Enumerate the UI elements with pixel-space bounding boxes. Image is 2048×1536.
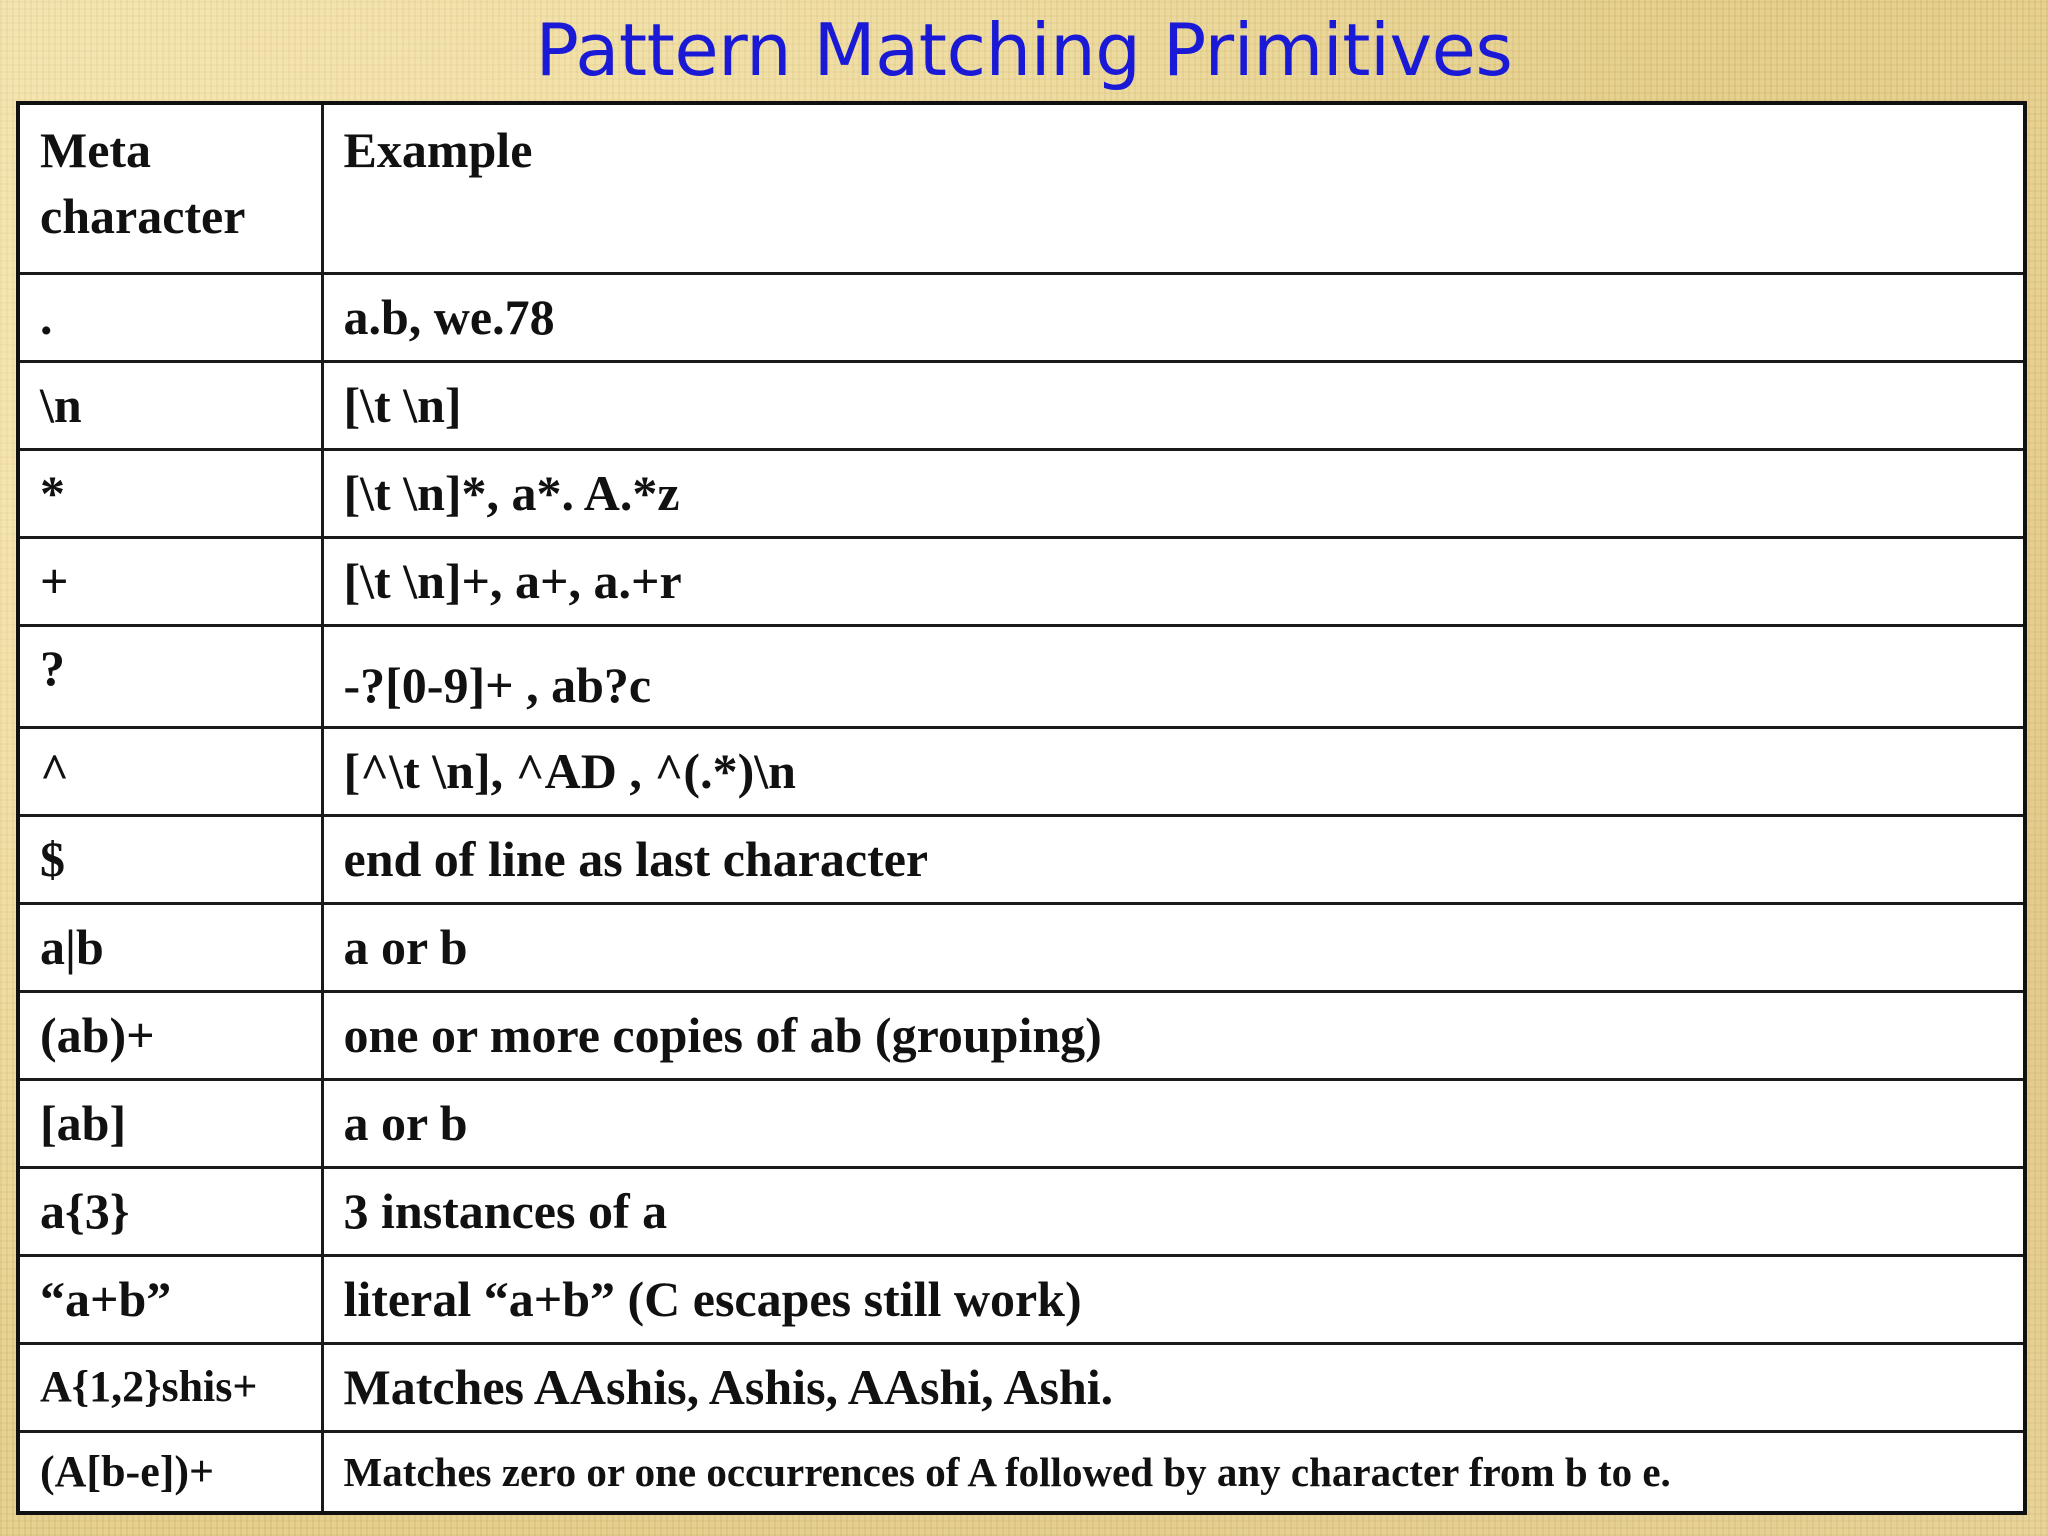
meta-cell: A{1,2}shis+ [20, 1343, 322, 1431]
meta-cell: (A[b-e])+ [20, 1431, 322, 1511]
example-cell: end of line as last character [322, 815, 2023, 903]
meta-cell: \n [20, 361, 322, 449]
primitives-table-grid [20, 105, 2023, 1511]
meta-cell: + [20, 537, 322, 625]
primitives-table [16, 101, 2027, 1515]
example-cell: -?[0-9]+ , ab?c [322, 625, 2023, 727]
meta-cell: (ab)+ [20, 991, 322, 1079]
example-cell: [\t \n]+, a+, a.+r [322, 537, 2023, 625]
table-row [20, 537, 2023, 625]
example-cell: a or b [322, 1079, 2023, 1167]
slide-title: Pattern Matching Primitives [535, 8, 1513, 92]
meta-cell: $ [20, 815, 322, 903]
meta-cell: a|b [20, 903, 322, 991]
table-row [20, 273, 2023, 361]
table-row [20, 903, 2023, 991]
header-meta-line1: Meta [40, 122, 152, 178]
header-meta-character [20, 105, 322, 273]
example-cell: literal “a+b” (C escapes still work) [322, 1255, 2023, 1343]
meta-cell: a{3} [20, 1167, 322, 1255]
meta-cell: ^ [20, 727, 322, 815]
example-cell: [\t \n] [322, 361, 2023, 449]
example-cell: 3 instances of a [322, 1167, 2023, 1255]
table-row [20, 991, 2023, 1079]
example-cell: a.b, we.78 [322, 273, 2023, 361]
table-row [20, 1167, 2023, 1255]
example-cell: [^\t \n], ^AD , ^(.*)\n [322, 727, 2023, 815]
table-row [20, 1255, 2023, 1343]
meta-cell: “a+b” [20, 1255, 322, 1343]
example-cell: Matches AAshis, Ashis, AAshi, Ashi. [322, 1343, 2023, 1431]
example-cell: Matches zero or one occurrences of A followed by any character from b to e. [322, 1431, 2023, 1511]
header-example: Example [322, 105, 2023, 273]
example-cell: one or more copies of ab (grouping) [322, 991, 2023, 1079]
table-row [20, 449, 2023, 537]
table-row [20, 727, 2023, 815]
header-meta-line2: character [40, 188, 246, 244]
meta-cell: . [20, 273, 322, 361]
table-row [20, 625, 2023, 727]
table-row [20, 1343, 2023, 1431]
example-cell: [\t \n]*, a*. A.*z [322, 449, 2023, 537]
meta-cell: ? [20, 625, 322, 727]
table-row [20, 815, 2023, 903]
table-row [20, 361, 2023, 449]
table-header-row [20, 105, 2023, 273]
meta-cell: * [20, 449, 322, 537]
table-row [20, 1079, 2023, 1167]
table-row [20, 1431, 2023, 1511]
meta-cell: [ab] [20, 1079, 322, 1167]
example-cell: a or b [322, 903, 2023, 991]
